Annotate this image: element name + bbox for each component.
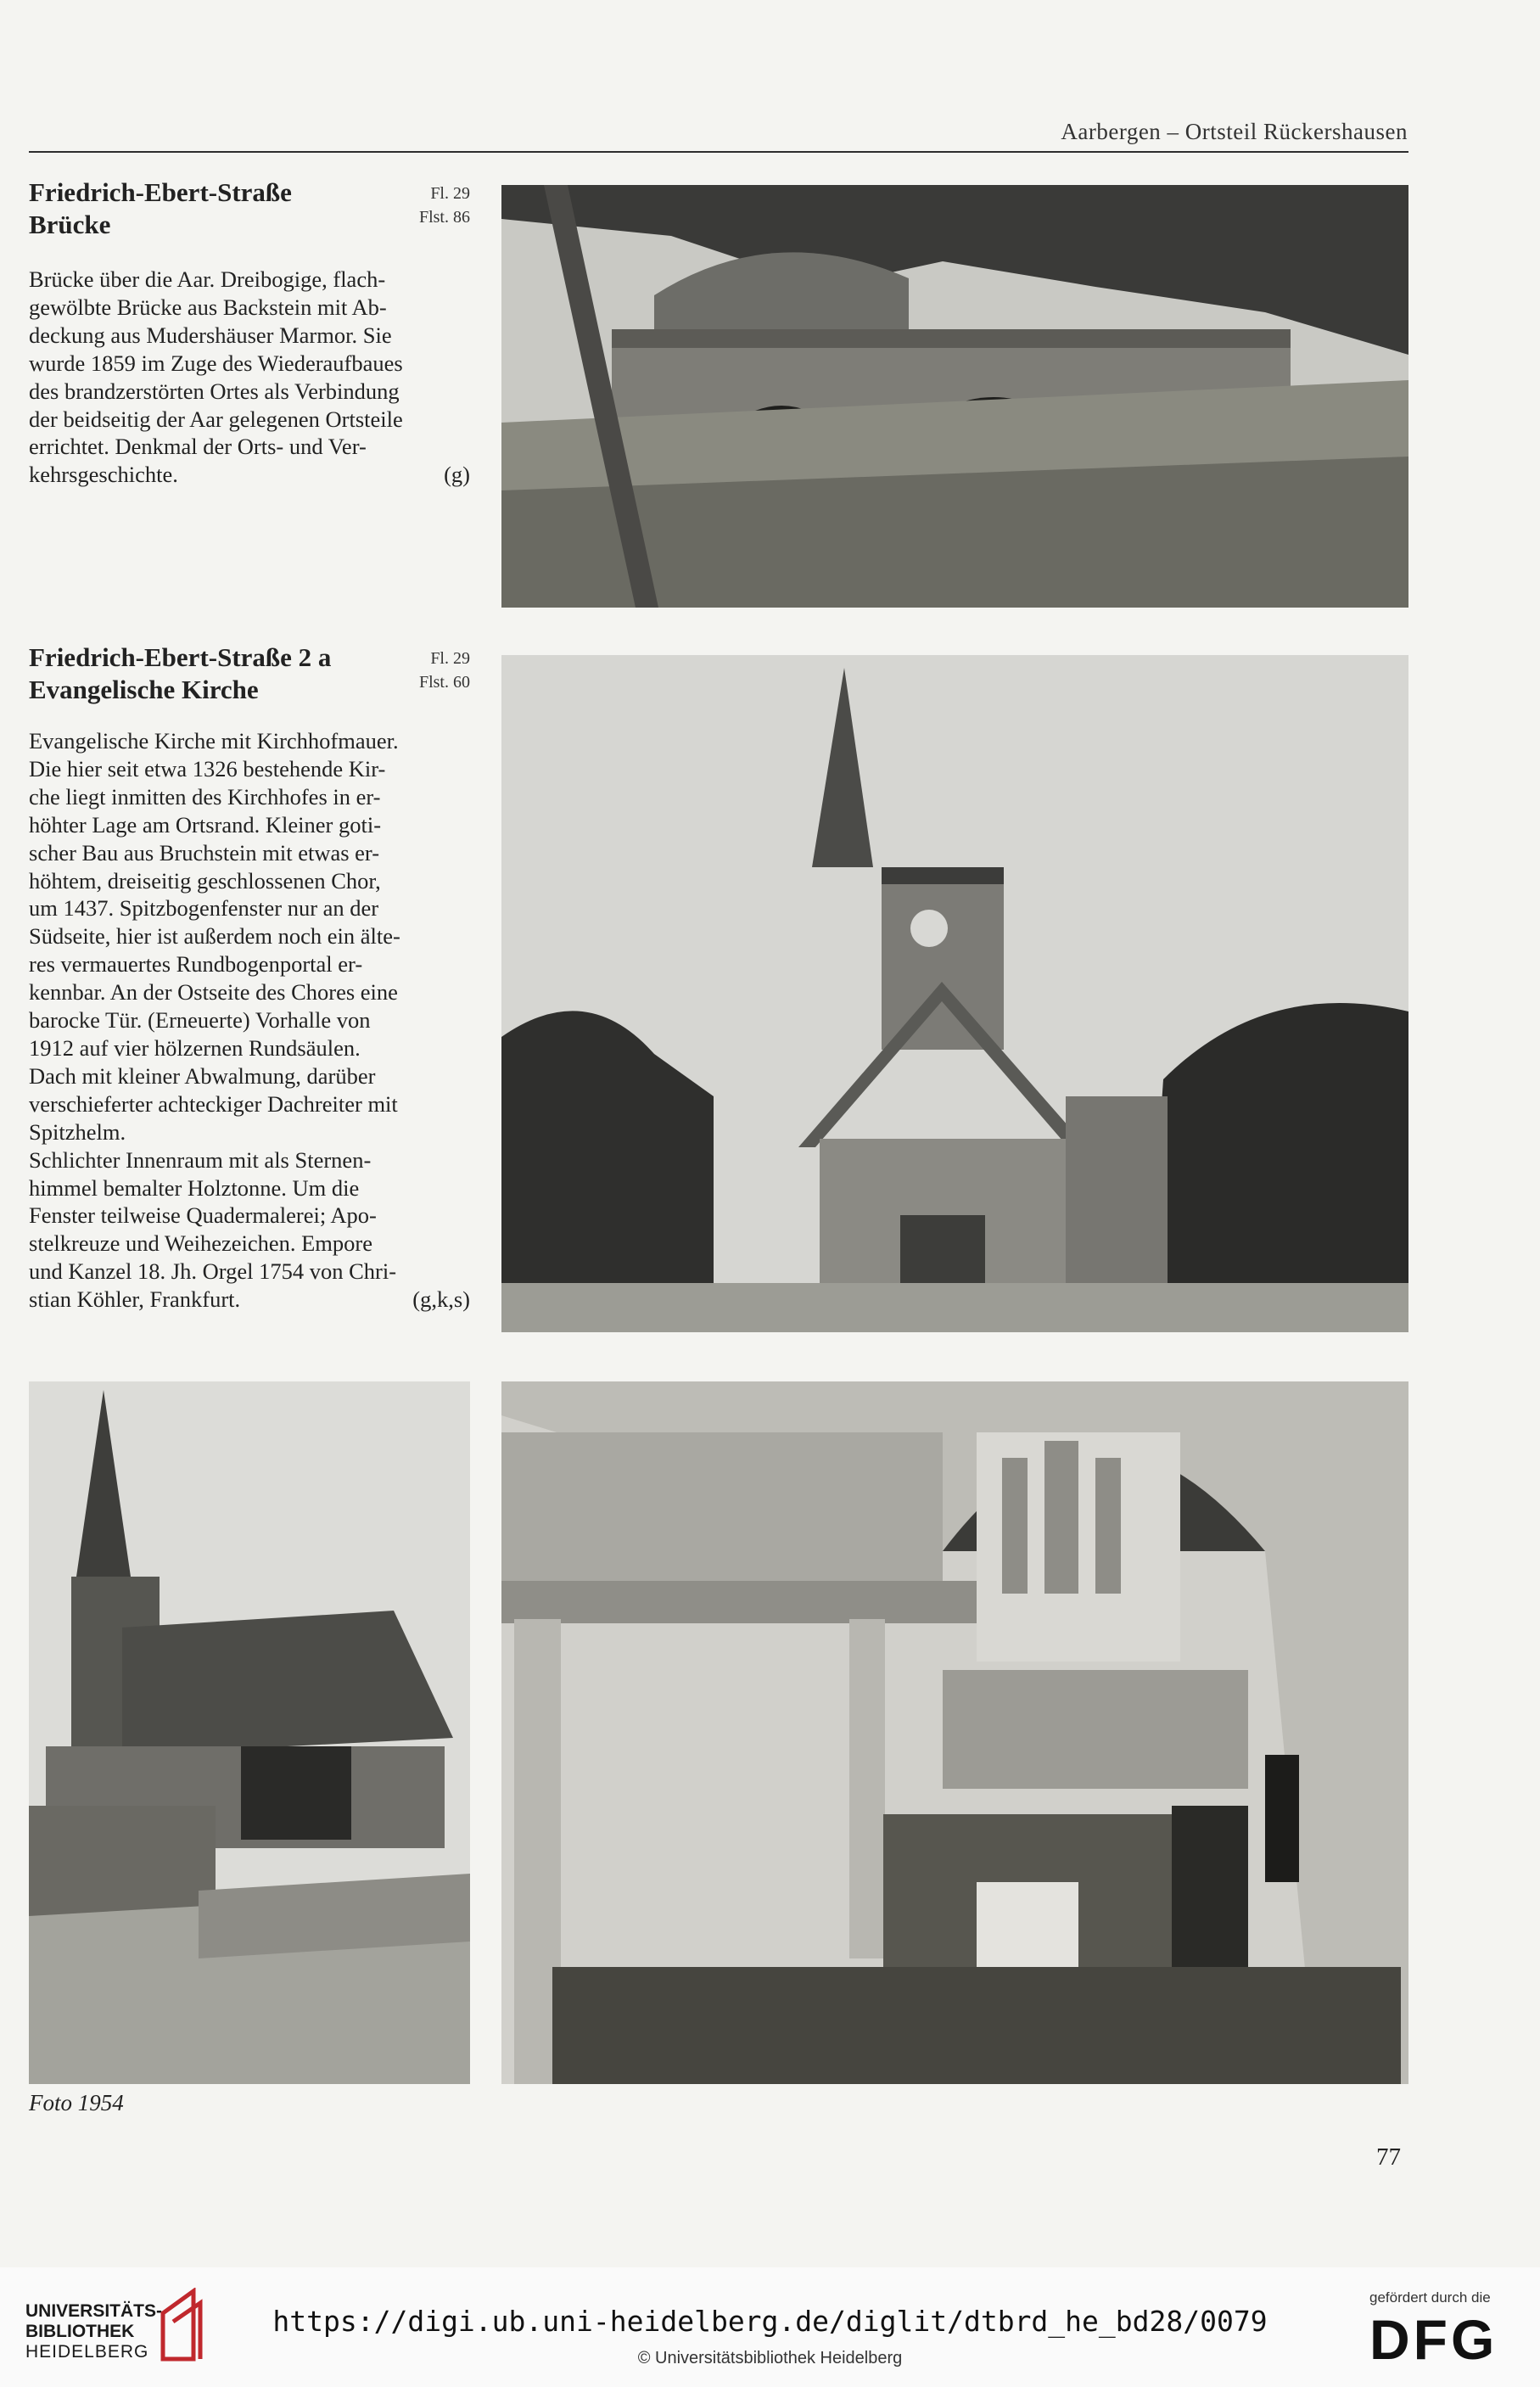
parcel-ref-flst: Flst. 60 <box>418 673 470 692</box>
entry-title-object: Evangelische Kirche <box>29 675 259 704</box>
text-line: Evangelische Kirche mit Kirchhofmauer. <box>29 728 399 754</box>
parcel-ref-fl: Fl. 29 <box>430 184 470 203</box>
text-line: errichtet. Denkmal der Orts- und Ver- <box>29 434 367 460</box>
entry-title-street: Friedrich-Ebert-Straße <box>29 177 292 207</box>
text-line: des brandzerstörten Ortes als Verbindung <box>29 378 400 404</box>
text-line: himmel bemalter Holztonne. Um die <box>29 1174 360 1201</box>
text-line: Südseite, hier ist außerdem noch ein älte- <box>29 923 400 950</box>
text-line: wurde 1859 im Zuge des Wiederaufbaues <box>29 350 403 376</box>
text-line: um 1437. Spitzbogenfenster nur an der <box>29 895 379 922</box>
text-line: Spitzhelm. <box>29 1118 126 1145</box>
text-line: kennbar. An der Ostseite des Chores eine <box>29 979 398 1006</box>
text-line: und Kanzel 18. Jh. Orgel 1754 von Chri- <box>29 1258 397 1285</box>
text-line: kehrsgeschichte. <box>29 462 178 488</box>
text-line-last <box>29 1286 470 1314</box>
text-line: barocke Tür. (Erneuerte) Vorhalle von <box>29 1007 371 1034</box>
parcel-ref-flst: Flst. 86 <box>418 208 470 227</box>
photo-caption: Foto 1954 <box>29 2090 124 2115</box>
text-line: Brücke über die Aar. Dreibogige, flach- <box>29 266 386 292</box>
entry-heading-bridge <box>29 177 470 241</box>
text-line: deckung aus Mudershäuser Marmor. Sie <box>29 322 392 348</box>
author-tag: (g,k,s) <box>412 1286 470 1313</box>
library-name-line: HEIDELBERG <box>25 2342 149 2362</box>
permalink-url[interactable]: https://digi.ub.uni-heidelberg.de/diglit/dtbrd_he_bd28/0079 <box>272 2305 1268 2338</box>
text-line-last <box>29 461 470 489</box>
page-number: 77 <box>1376 2143 1401 2171</box>
dfg-logo: DFG <box>1369 2308 1498 2371</box>
text-line: Fenster teilweise Quadermalerei; Apo- <box>29 1202 377 1229</box>
church-1954-photo <box>29 1381 470 2084</box>
church-interior-photo <box>501 1381 1408 2084</box>
entry-heading-church <box>29 642 470 706</box>
text-line: der beidseitig der Aar gelegenen Ortsteile <box>29 406 403 432</box>
text-line: Die hier seit etwa 1326 bestehende Kir- <box>29 755 386 782</box>
text-line: gewölbte Brücke aus Backstein mit Ab- <box>29 294 387 320</box>
header-rule <box>29 151 1408 153</box>
author-tag: (g) <box>444 462 470 488</box>
parcel-ref-fl: Fl. 29 <box>430 649 470 668</box>
entry-text-bridge <box>29 266 470 489</box>
entry-text-church <box>29 727 470 1314</box>
text-line: scher Bau aus Bruchstein mit etwas er- <box>29 839 380 866</box>
text-line: res vermauertes Rundbogenportal er- <box>29 951 363 978</box>
running-header: Aarbergen – Ortsteil Rückershausen <box>1061 119 1408 144</box>
bridge-photo <box>501 185 1408 608</box>
text-line: 1912 auf vier hölzernen Rundsäulen. <box>29 1034 361 1061</box>
copyright-notice: © Universitätsbibliothek Heidelberg <box>637 2349 903 2367</box>
text-line: Dach mit kleiner Abwalmung, darüber <box>29 1062 376 1089</box>
entry-title-object: Brücke <box>29 210 111 239</box>
text-line: stelkreuze und Weihezeichen. Empore <box>29 1230 373 1257</box>
text-line: verschieferter achteckiger Dachreiter mit <box>29 1090 398 1117</box>
text-line: stian Köhler, Frankfurt. <box>29 1286 241 1313</box>
text-line: Schlichter Innenraum mit als Sternen- <box>29 1146 372 1173</box>
church-exterior-photo <box>501 655 1408 1332</box>
text-line: höhtem, dreiseitig geschlossenen Chor, <box>29 867 381 894</box>
text-line: che liegt inmitten des Kirchhofes in er- <box>29 783 381 810</box>
library-name-line: BIBLIOTHEK <box>25 2322 135 2341</box>
funder-note: gefördert durch die <box>1369 2289 1491 2306</box>
entry-title-street: Friedrich-Ebert-Straße 2 a <box>29 642 332 672</box>
text-line: höhter Lage am Ortsrand. Kleiner goti- <box>29 811 382 838</box>
library-name-line: UNIVERSITÄTS- <box>25 2301 163 2321</box>
